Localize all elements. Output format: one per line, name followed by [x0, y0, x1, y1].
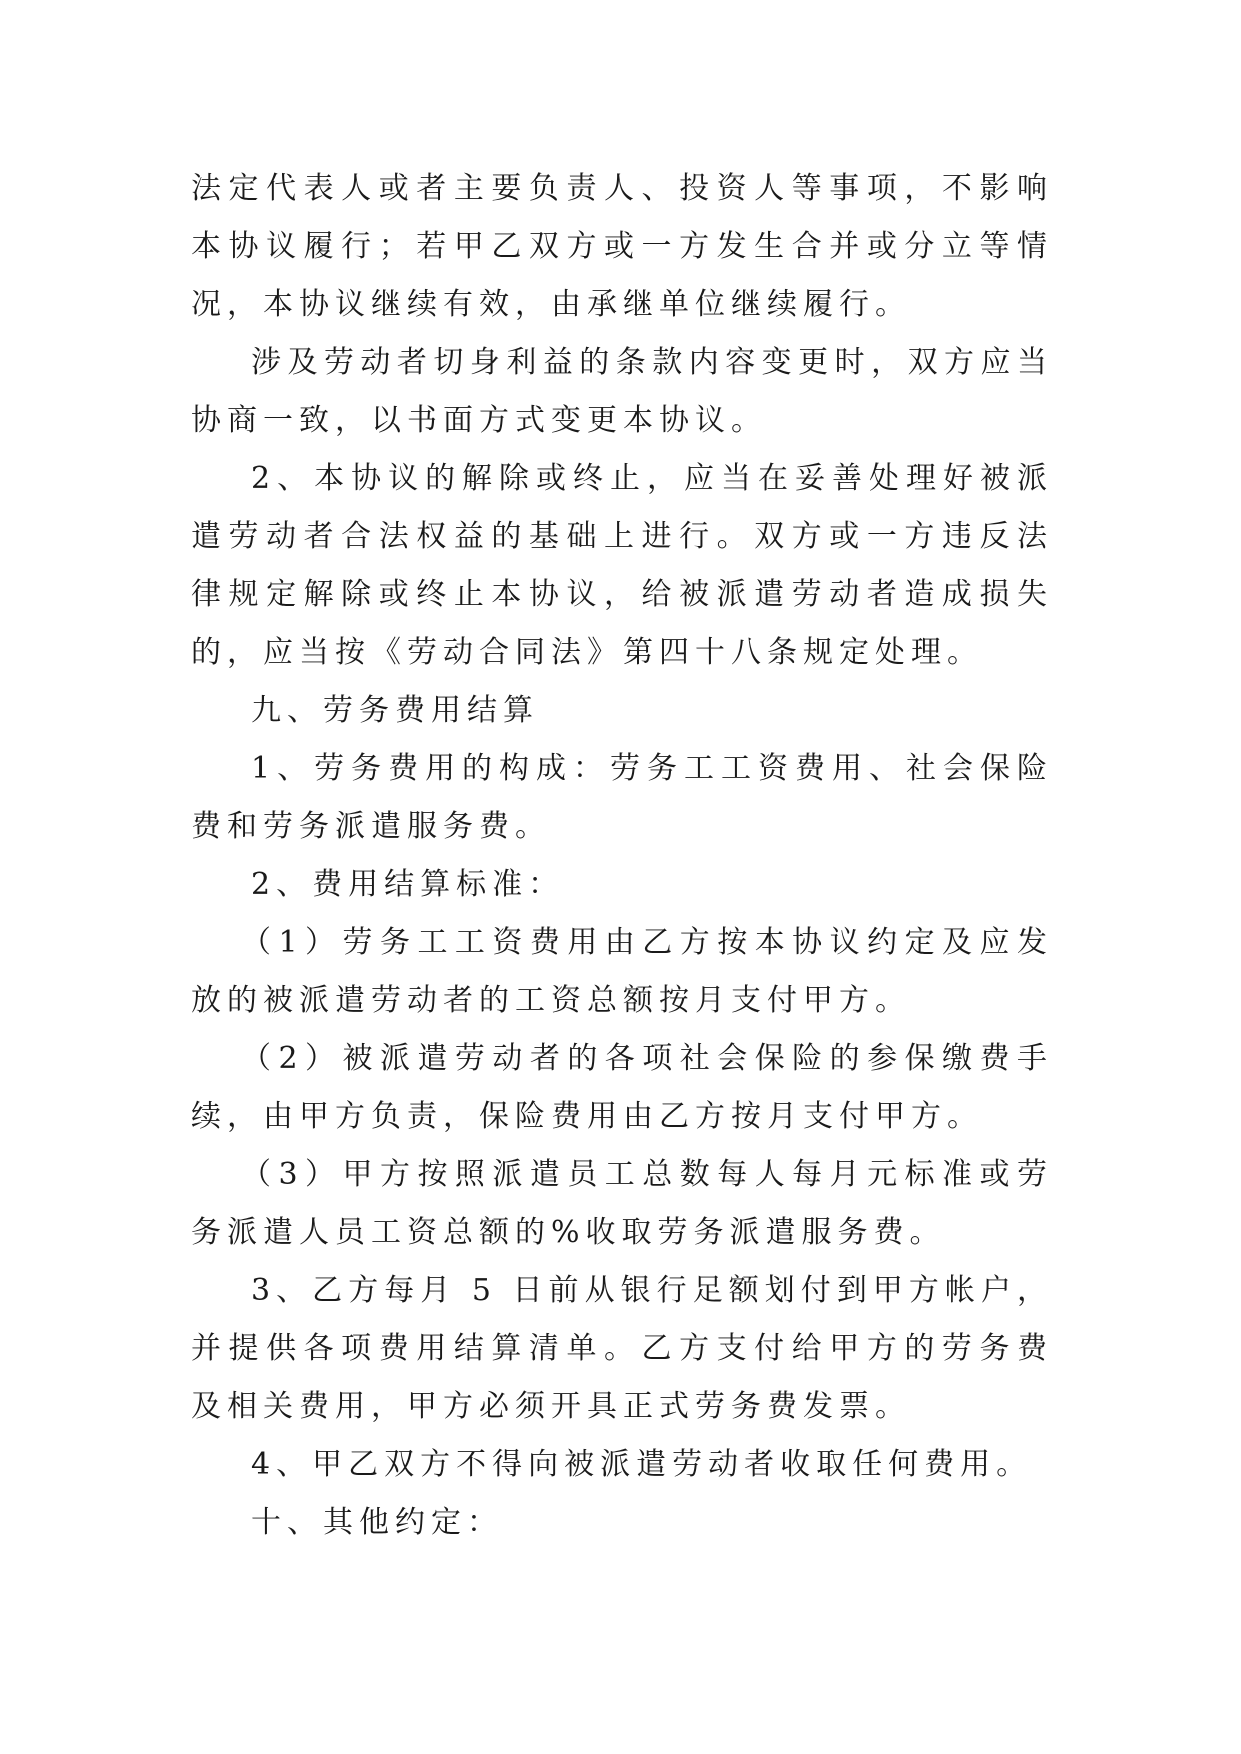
paragraph-amendment: 涉及劳动者切身利益的条款内容变更时，双方应当协商一致，以书面方式变更本协议。 [191, 345, 1053, 438]
paragraph-settlement-standard: 2、费用结算标准： [251, 867, 565, 902]
paragraph-fee-composition: 1、劳务费用的构成：劳务工工资费用、社会保险费和劳务派遣服务费。 [191, 751, 1053, 844]
paragraph-social-insurance: （2）被派遣劳动者的各项社会保险的参保缴费手续，由甲方负责，保险费用由乙方按月支付甲方。 [191, 1041, 1053, 1134]
section-heading-other: 十、其他约定： [251, 1505, 503, 1540]
paragraph-no-charges: 4、甲乙双方不得向被派遣劳动者收取任何费用。 [251, 1447, 1033, 1482]
document-body [191, 160, 1053, 1552]
section-heading-fee-settlement: 九、劳务费用结算 [251, 693, 539, 728]
paragraph-payment-schedule: 3、乙方每月 5 日前从银行足额划付到甲方帐户，并提供各项费用结算清单。乙方支付给甲方的劳务费及相关费用，甲方必须开具正式劳务费发票。 [191, 1273, 1053, 1424]
paragraph-continuation: 法定代表人或者主要负责人、投资人等事项，不影响本协议履行；若甲乙双方或一方发生合并或分立等情况，本协议继续有效，由承继单位继续履行。 [191, 171, 1053, 322]
paragraph-termination: 2、本协议的解除或终止，应当在妥善处理好被派遣劳动者合法权益的基础上进行。双方或一方违反法律规定解除或终止本协议，给被派遣劳动者造成损失的，应当按《劳动合同法》第四十八条规定处理。 [191, 461, 1053, 670]
paragraph-service-fee: （3）甲方按照派遣员工总数每人每月元标准或劳务派遣人员工资总额的%收取劳务派遣服务费。 [191, 1157, 1053, 1250]
paragraph-wage-fee: （1）劳务工工资费用由乙方按本协议约定及应发放的被派遣劳动者的工资总额按月支付甲方。 [191, 925, 1053, 1018]
